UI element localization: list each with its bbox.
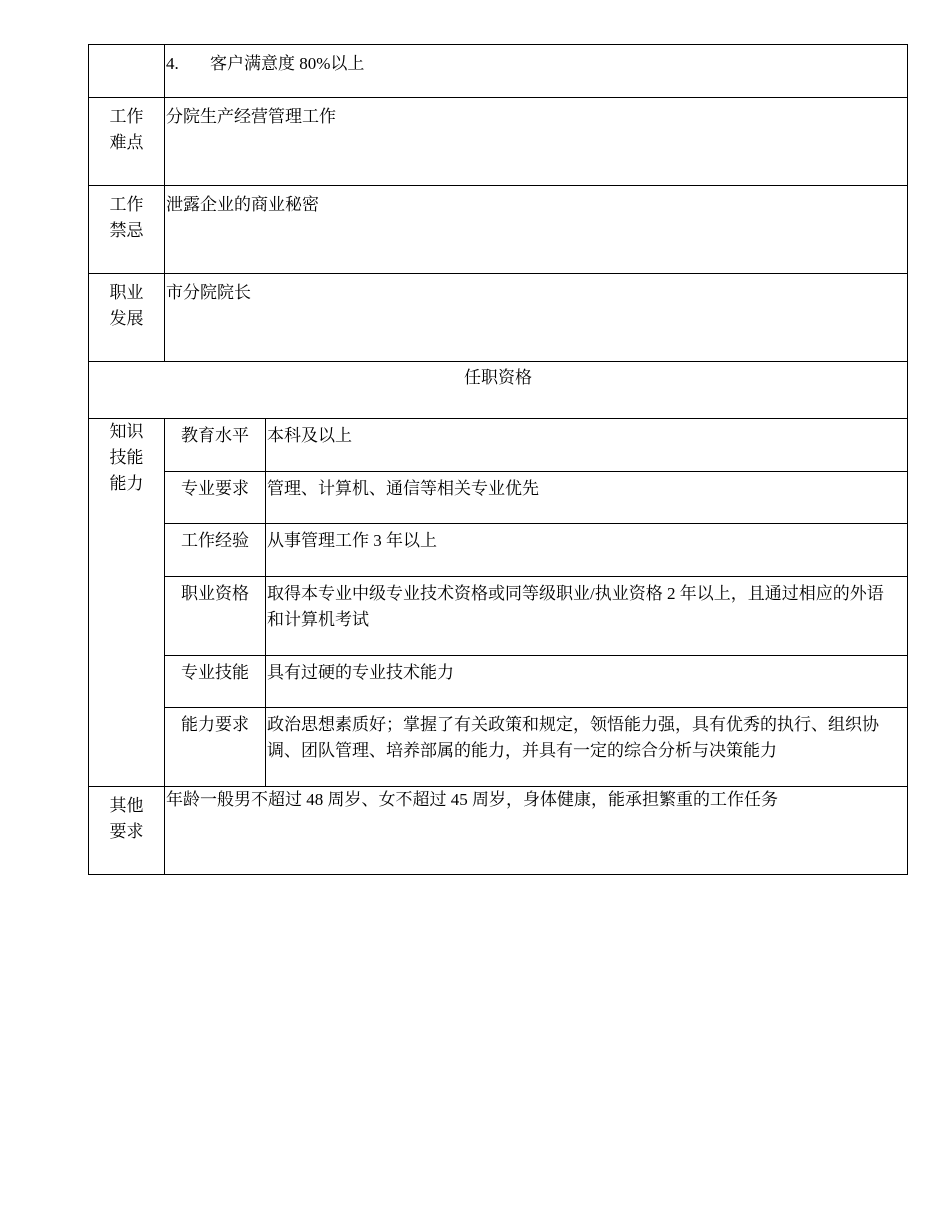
work-taboo-label [89,186,165,274]
label-line: 工作 [109,107,144,126]
other-requirements-label [89,787,165,875]
qualification-section-title: 任职资格 [89,362,908,419]
table-row [89,656,908,708]
table-row [89,708,908,787]
label-line: 发展 [109,309,144,328]
experience-value: 从事管理工作 3 年以上 [266,524,908,577]
table-row [89,45,908,98]
label-line: 技能 [109,448,144,467]
label-line: 职业 [109,283,144,302]
professional-skill-value: 具有过硬的专业技术能力 [266,656,908,708]
table-row [89,186,908,274]
knowledge-skills-label [89,419,165,787]
ability-requirement-label: 能力要求 [165,708,266,787]
label-line: 知识 [109,422,144,441]
career-development-label [89,274,165,362]
ability-requirement-value: 政治思想素质好；掌握了有关政策和规定，领悟能力强，具有优秀的执行、组织协调、团队管理、培养部属的能力，并具有一定的综合分析与决策能力 [266,708,908,787]
kpi-item-number: 4. [166,54,179,73]
qualification-cert-label: 职业资格 [165,577,266,656]
work-difficulty-label [89,98,165,186]
work-difficulty-value: 分院生产经营管理工作 [165,98,908,186]
work-taboo-value: 泄露企业的商业秘密 [165,186,908,274]
label-line: 其他 [109,796,144,815]
label-line: 要求 [109,822,144,841]
professional-skill-label: 专业技能 [165,656,266,708]
job-description-table [88,44,908,875]
major-value: 管理、计算机、通信等相关专业优先 [266,472,908,524]
label-line: 禁忌 [109,221,144,240]
label-line: 能力 [109,474,144,493]
label-line: 工作 [109,195,144,214]
career-development-value: 市分院院长 [165,274,908,362]
table-row [89,472,908,524]
table-row [89,524,908,577]
table-row [89,577,908,656]
kpi-item-text: 客户满意度 80%以上 [210,54,365,73]
empty-label-cell [89,45,165,98]
table-row [89,787,908,875]
kpi-item-4 [165,45,908,98]
table-row [89,362,908,419]
education-label: 教育水平 [165,419,266,472]
table-row [89,419,908,472]
experience-label: 工作经验 [165,524,266,577]
major-label: 专业要求 [165,472,266,524]
qualification-cert-value: 取得本专业中级专业技术资格或同等级职业/执业资格 2 年以上，且通过相应的外语和计算机考试 [266,577,908,656]
education-value: 本科及以上 [266,419,908,472]
table-row [89,98,908,186]
table-row [89,274,908,362]
label-line: 难点 [109,133,144,152]
other-requirements-value: 年龄一般男不超过 48 周岁、女不超过 45 周岁，身体健康，能承担繁重的工作任务 [165,787,908,875]
